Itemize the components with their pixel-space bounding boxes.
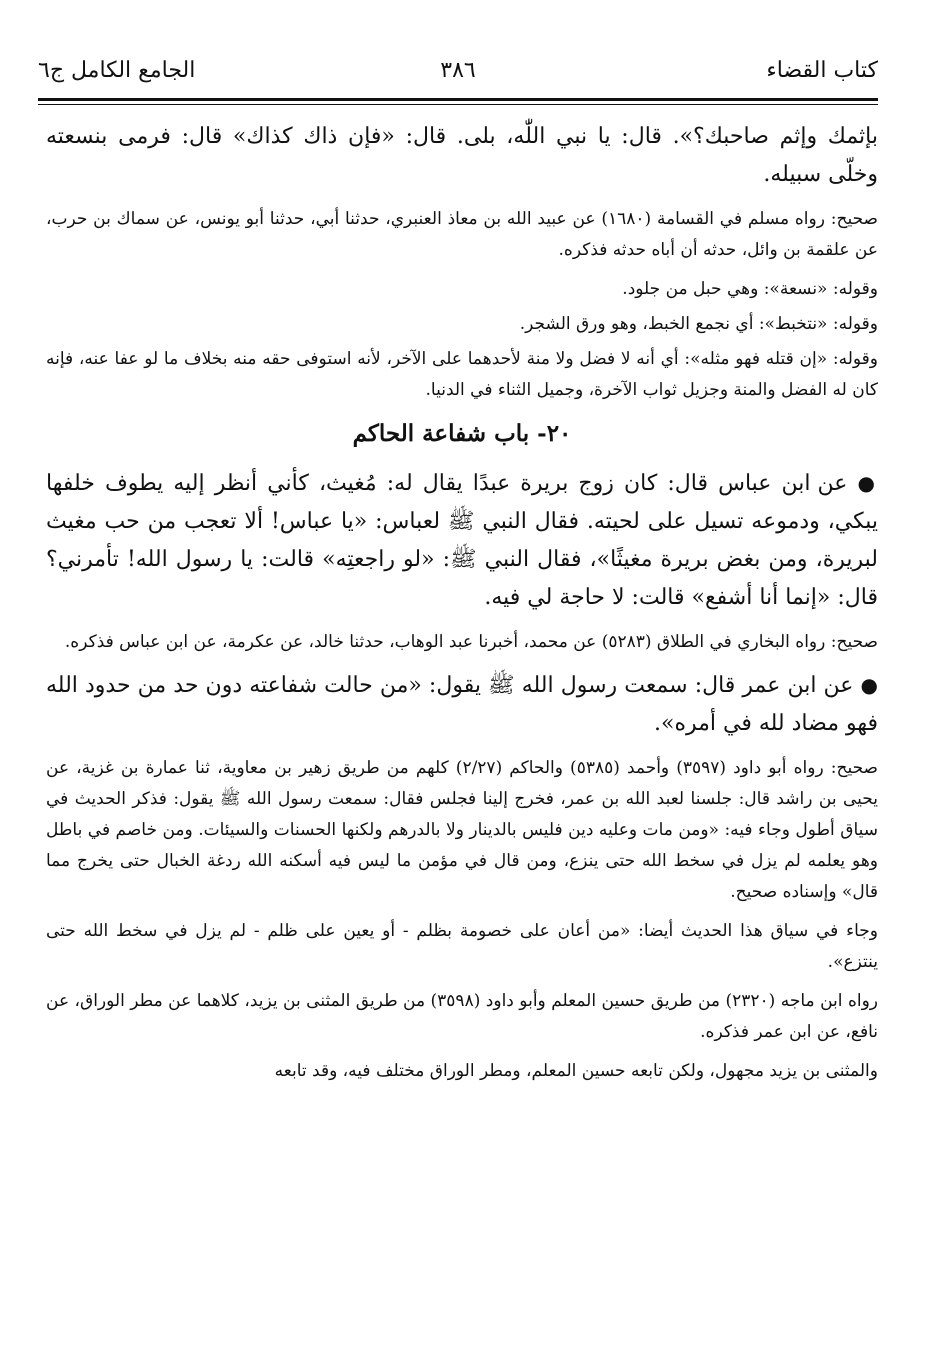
section-heading: ٢٠- باب شفاعة الحاكم bbox=[352, 420, 572, 447]
takhrij-note: صحيح: رواه مسلم في القسامة (١٦٨٠) عن عبيد الله بن معاذ العنبري، حدثنا أبي، حدثنا أبو يونس، عن سماك بن حرب، عن علقمة بن وائل، حدثه أن أباه حدثه فذكره. bbox=[46, 209, 878, 260]
chapter-title: كتاب القضاء bbox=[766, 58, 878, 83]
commentary-note: وجاء في سياق هذا الحديث أيضا: «من أعان على خصومة بظلم - أو يعين على ظلم - لم يزل في سخط الله حتى ينتزع». bbox=[46, 921, 878, 972]
header-rule-thin bbox=[38, 104, 878, 105]
hadith-text: ● عن ابن عباس قال: كان زوج بريرة عبدًا يقال له: مُغيث، كأني أنظر إليه يطوف خلفها يبكي، ودموعه تسيل على لحيته. فقال النبي ﷺ لعباس: «يا عباس! ألا تعجب من حب مغيث لبريرة، ومن بغض بريرة مغيثًا»، فقال النبي ﷺ: «لو راجعتِه» قالت: يا رسول الله! تأمرني؟ قال: «إنما أنا أشفع» قالت: لا حاجة لي فيه. bbox=[46, 471, 878, 610]
header-rule-thick bbox=[38, 98, 878, 101]
gloss-note: وقوله: «إن قتله فهو مثله»: أي أنه لا فضل ولا منة لأحدهما على الآخر، لأنه استوفى حقه منه بخلاف ما لو عفا عنه، فإنه كان له الفضل والمنة وجزيل ثواب الآخرة، وجميل الثناء في الدنيا. bbox=[46, 349, 878, 400]
takhrij-note: رواه ابن ماجه (٢٣٢٠) من طريق حسين المعلم وأبو داود (٣٥٩٨) من طريق المثنى بن يزيد، كلاهما عن مطر الوراق، عن نافع، عن ابن عمر فذكره. bbox=[46, 991, 878, 1042]
bullet-icon: ● bbox=[857, 471, 878, 495]
hadith-text: ● عن ابن عمر قال: سمعت رسول الله ﷺ يقول: «من حالت شفاعته دون حد من حدود الله فهو مضاد لله في أمره». bbox=[46, 673, 879, 736]
hadith-text: بإثمك وإثم صاحبك؟». قال: يا نبي اللّٰه، بلى. قال: «فإن ذاك كذاك» قال: فرمى بنسعته وخلّى سبيله. bbox=[46, 124, 878, 187]
bullet-icon: ● bbox=[860, 673, 879, 697]
gloss-note: وقوله: «نتخبط»: أي نجمع الخبط، وهو ورق الشجر. bbox=[519, 314, 878, 334]
takhrij-note: صحيح: رواه أبو داود (٣٥٩٧) وأحمد (٥٣٨٥) والحاكم (٢/٢٧) كلهم من طريق زهير بن معاوية، ثنا عمارة بن غزية، عن يحيى بن راشد قال: جلسنا لعبد الله بن عمر، فخرج إلينا فجلس فقال: سمعت رسول الله ﷺ يقول: فذكر الحديث في سياق أطول وجاء فيه: «ومن مات وعليه دين فليس بالدينار ولا بالدرهم ولكنها الحسنات والسيئات. ومن خاصم في باطل وهو يعلمه لم يزل في سخط الله حتى ينزع، ومن قال في مؤمن ما ليس فيه أسكنه الله ردغة الخبال حتى يخرج مما قال» وإسناده صحيح. bbox=[46, 758, 878, 902]
takhrij-note: صحيح: رواه البخاري في الطلاق (٥٢٨٣) عن محمد، أخبرنا عبد الوهاب، حدثنا خالد، عن عكرمة، عن ابن عباس فذكره. bbox=[64, 632, 878, 652]
page-body bbox=[46, 118, 878, 1095]
page-header bbox=[38, 52, 878, 98]
gloss-note: وقوله: «نسعة»: وهي حبل من جلود. bbox=[622, 279, 878, 299]
commentary-note: والمثنى بن يزيد مجهول، ولكن تابعه حسين المعلم، ومطر الوراق مختلف فيه، وقد تابعه bbox=[274, 1061, 878, 1081]
page-number: ٣٨٦ bbox=[440, 58, 476, 83]
book-title: الجامع الكامل ج٦ bbox=[38, 58, 196, 83]
